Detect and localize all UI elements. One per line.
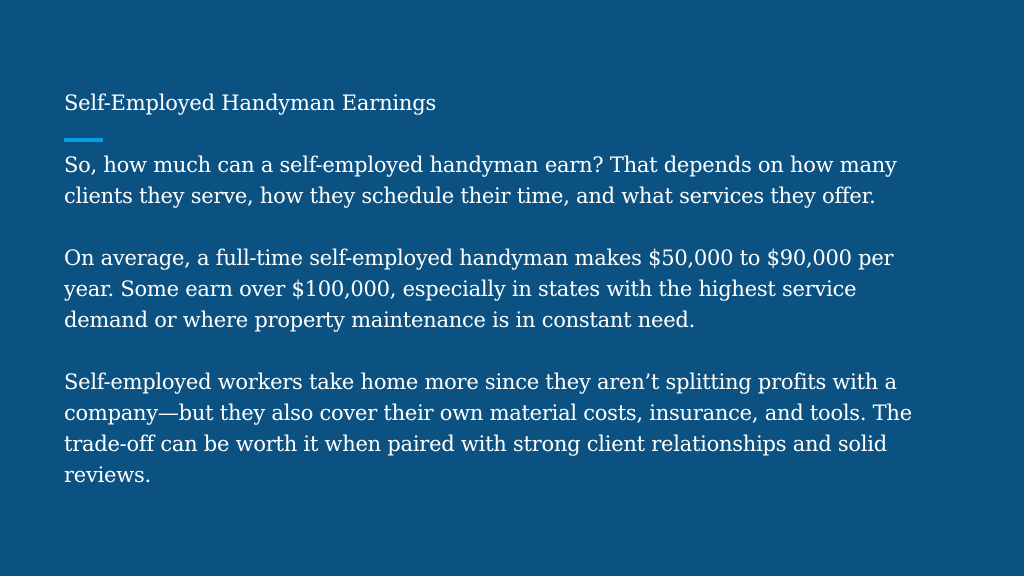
title-accent-bar (64, 138, 103, 142)
paragraph-spacer (64, 336, 944, 367)
paragraph-tradeoffs: Self-employed workers take home more since they aren’t splitting profits with a company—but they also cover their own material costs, insurance, and tools. The trade-off can be worth it when paired with strong client relationships and solid reviews. (64, 370, 912, 487)
paragraph-average-earnings: On average, a full-time self-employed handyman makes $50,000 to $90,000 per year. Some earn over $100,000, especially in states with the highest service demand or where property maintenance is in constant need. (64, 246, 894, 332)
paragraph-earnings-intro: So, how much can a self-employed handyman earn? That depends on how many clients they serve, how they schedule their time, and what services they offer. (64, 153, 897, 208)
slide-body (64, 150, 944, 491)
paragraph-spacer (64, 212, 944, 243)
slide-title: Self-Employed Handyman Earnings (64, 91, 437, 115)
